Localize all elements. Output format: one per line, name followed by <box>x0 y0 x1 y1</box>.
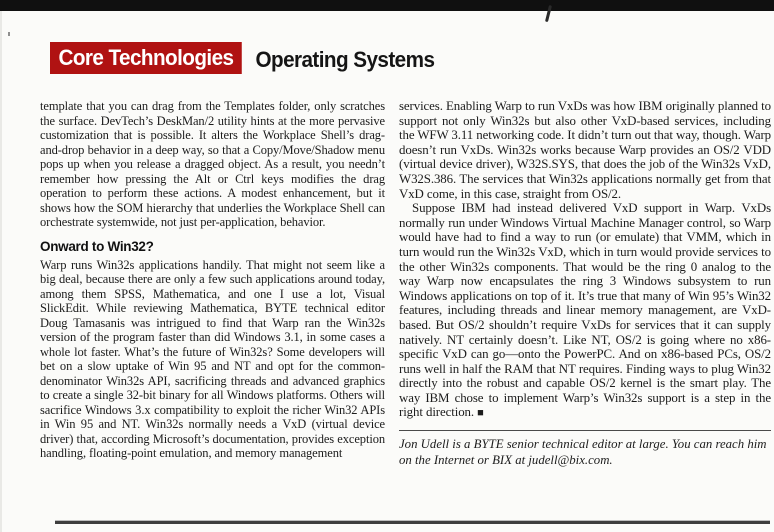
scan-speck <box>8 32 10 36</box>
section-header <box>50 42 454 74</box>
right-paragraph-2 <box>399 201 771 421</box>
right-paragraph-2-text: Suppose IBM had instead delivered VxD support in Warp. VxDs normally run under Windows Virtual Machine Manager control, so Warp would have had to find a way to run (or emulate) that VMM, which in turn would run the Win32s VxD, which in turn would provide services to the other Win32s components. That would be the ring 0 analog to the way Warp now encapsulates the ring 3 Windows subsystem to run Windows applications on top of it. It’s true that many of Win 95’s Win32 features, including threads and linear memory management, are VxD-based. But OS/2 shouldn’t require VxDs for services that it can supply natively. NT certainly doesn’t. Like NT, OS/2 is going where no x86-specific VxD can go—onto the PowerPC. And on x86-based PCs, OS/2 runs well in half the RAM that NT requires. Finding ways to plug Win32 directly into the robust and capable OS/2 kernel is the smart play. The way IBM chose to implement Warp’s Win32s support is a step in the right direction. <box>399 201 771 420</box>
page-bottom-rule <box>55 521 770 524</box>
article-body <box>40 99 771 468</box>
author-bio: Jon Udell is a BYTE senior technical editor at large. You can reach him on the Internet or BIX at judell@bix.com. <box>399 437 767 467</box>
left-paragraph-2: Warp runs Win32s applications handily. That might not seem like a big deal, because there are only a few such applications around today, among them SPSS, Mathematica, and one I use a lot, Visual SlickEdit. While reviewing Mathematica, BYTE technical editor Doug Tamasanis was intrigued to find that Warp ran the Win32s version of the program faster than did Windows 3.1, in some cases a whole lot faster. What’s the future of Win32s? Some developers will bet on a slow uptake of Win 95 and NT and opt for the common-denominator Win32s API, sacrificing threads and advanced graphics to create a single 32-bit binary for all Windows platforms. Others will sacrifice Windows 3.x compatibility to exploit the richer Win32 APIs in Win 95 and NT. Win32s normally needs a VxD (virtual device driver) that, according Microsoft’s documentation, provides exception handling, floating-point emulation, and memory management <box>40 257 385 460</box>
bio-divider-rule <box>399 430 771 431</box>
left-column <box>40 99 385 468</box>
page-top-rule <box>0 0 774 11</box>
kicker-badge: Core Technologies <box>50 42 242 74</box>
right-column <box>399 99 771 468</box>
subheading-onward-to-win32: Onward to Win32? <box>40 238 154 254</box>
right-paragraph-1: services. Enabling Warp to run VxDs was how IBM originally planned to support not only Win32s but also other VxD-based services, including the WFW 3.11 networking code. It didn’t turn out that way, though. Warp doesn’t run VxDs. Win32s works because Warp provides an OS/2 VDD (virtual device driver), W32S.SYS, that does the job of the Win32s VxD, W32S.386. The services that Win32s applications normally get from that VxD come, in this case, straight from OS/2. <box>399 99 771 201</box>
section-title: Operating Systems <box>255 47 435 72</box>
scan-edge <box>0 11 2 532</box>
left-paragraph-1: template that you can drag from the Templates folder, only scratches the surface. DevTech’s DeskMan/2 utility hints at the more pervasive customization that is possible. It alters the Workplace Shell’s drag-and-drop behavior in a deep way, so that a Copy/Move/Shadow menu pops up when you release a dragged object. As a result, you needn’t remember how pressing the Alt or Ctrl keys modifies the drag operation to perform these actions. A modest enhancement, but it shows how the SOM hierarchy that underlies the Workplace Shell can orchestrate systemwide, not just per-application, behavior. <box>40 99 385 229</box>
end-of-article-marker: ■ <box>477 407 484 420</box>
